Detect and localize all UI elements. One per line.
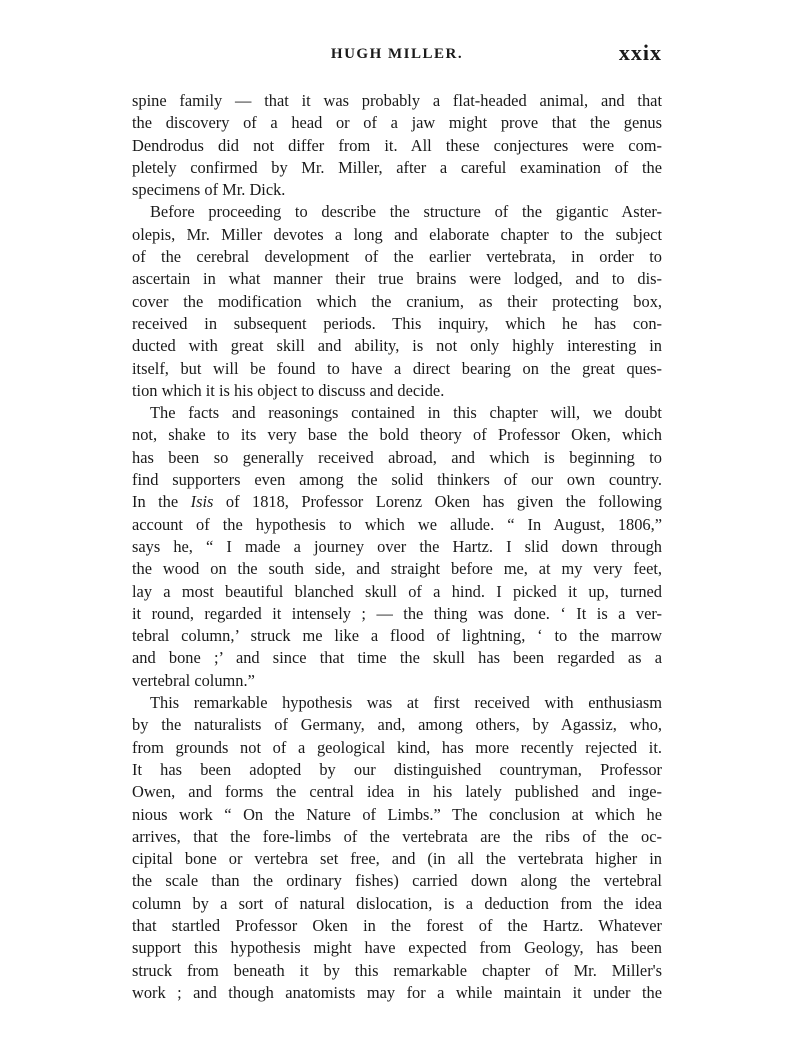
running-head [132, 40, 662, 80]
text-line: the scale than the ordinary fishes) carried down along the vertebral [132, 871, 662, 891]
text-line: not, shake to its very base the bold theory of Professor Oken, which [132, 425, 662, 445]
text-line: has been so generally received abroad, and which is beginning to [132, 447, 662, 467]
text-line: itself, but will be found to have a direct bearing on the great ques- [132, 358, 662, 378]
text-line: The facts and reasonings contained in this chapter will, we doubt [150, 403, 662, 423]
text-line: account of the hypothesis to which we allude. “ In August, 1806,” [132, 514, 662, 534]
text-line: tebral column,’ struck me like a flood of lightning, ‘ to the marrow [132, 626, 662, 646]
text-line: of the cerebral development of the earlier vertebrata, in order to [132, 247, 662, 267]
paragraph [132, 692, 662, 1004]
text-line: support this hypothesis might have expected from Geology, has been [132, 938, 662, 958]
text-line: and bone ;’ and since that time the skull has been regarded as a [132, 648, 662, 668]
journal-title: Isis [190, 492, 214, 512]
text-line: work ; and though anatomists may for a while maintain it under the [132, 982, 662, 1002]
text-line: Owen, and forms the central idea in his lately published and inge- [132, 782, 662, 802]
paragraph [132, 402, 662, 692]
text-line: it round, regarded it intensely ; — the thing was done. ‘ It is a ver- [132, 603, 662, 623]
text-line: cover the modification which the cranium, as their protecting box, [132, 291, 662, 311]
text-line: ascertain in what manner their true brains were lodged, and to dis- [132, 269, 662, 289]
text-line: In the Isis of 1818, Professor Lorenz Oken has given the following [132, 492, 663, 512]
text-line: that startled Professor Oken in the forest of the Hartz. Whatever [132, 915, 662, 935]
paragraph [132, 201, 662, 402]
text-line: spine family — that it was probably a flat-headed animal, and that [132, 91, 662, 110]
text-line: lay a most beautiful blanched skull of a hind. I picked it up, turned [132, 581, 662, 601]
paragraph [132, 90, 662, 201]
text-line: from grounds not of a geological kind, has more recently rejected it. [132, 737, 662, 757]
running-title: HUGH MILLER. [330, 46, 464, 62]
book-page [132, 40, 662, 1004]
text-line: Before proceeding to describe the structure of the gigantic Aster- [150, 202, 662, 222]
body-text [132, 90, 662, 1004]
text-line: specimens of Mr. Dick. [132, 180, 286, 200]
text-line: Dendrodus did not differ from it. All these conjectures were com- [132, 135, 662, 155]
text-line: It has been adopted by our distinguished countryman, Professor [132, 759, 662, 779]
text-line: struck from beneath it by this remarkable chapter of Mr. Miller's [132, 960, 662, 980]
text-line: says he, “ I made a journey over the Hartz. I slid down through [132, 536, 662, 556]
text-line: by the naturalists of Germany, and, among others, by Agassiz, who, [132, 715, 662, 735]
text-line: ducted with great skill and ability, is not only highly interesting in [132, 336, 662, 356]
text-line: pletely confirmed by Mr. Miller, after a careful examination of the [132, 157, 662, 177]
text-line: nious work “ On the Nature of Limbs.” The conclusion at which he [132, 804, 662, 824]
text-line: column by a sort of natural dislocation, is a deduction from the idea [132, 893, 662, 913]
text-line: arrives, that the fore-limbs of the vertebrata are the ribs of the oc- [132, 826, 662, 846]
text-line: This remarkable hypothesis was at first received with enthusiasm [150, 693, 662, 713]
text-line: olepis, Mr. Miller devotes a long and elaborate chapter to the subject [132, 224, 662, 244]
text-line: cipital bone or vertebra set free, and (in all the vertebrata higher in [132, 849, 662, 869]
page-number: xxix [618, 40, 662, 65]
text-line: find supporters even among the solid thinkers of our own country. [132, 470, 662, 490]
text-line: tion which it is his object to discuss and decide. [132, 380, 445, 400]
text-line: vertebral column.” [132, 670, 255, 690]
text-line: the discovery of a head or of a jaw might prove that the genus [132, 113, 662, 133]
text-line: received in subsequent periods. This inquiry, which he has con- [132, 313, 662, 333]
text-line: the wood on the south side, and straight before me, at my very feet, [132, 559, 662, 579]
